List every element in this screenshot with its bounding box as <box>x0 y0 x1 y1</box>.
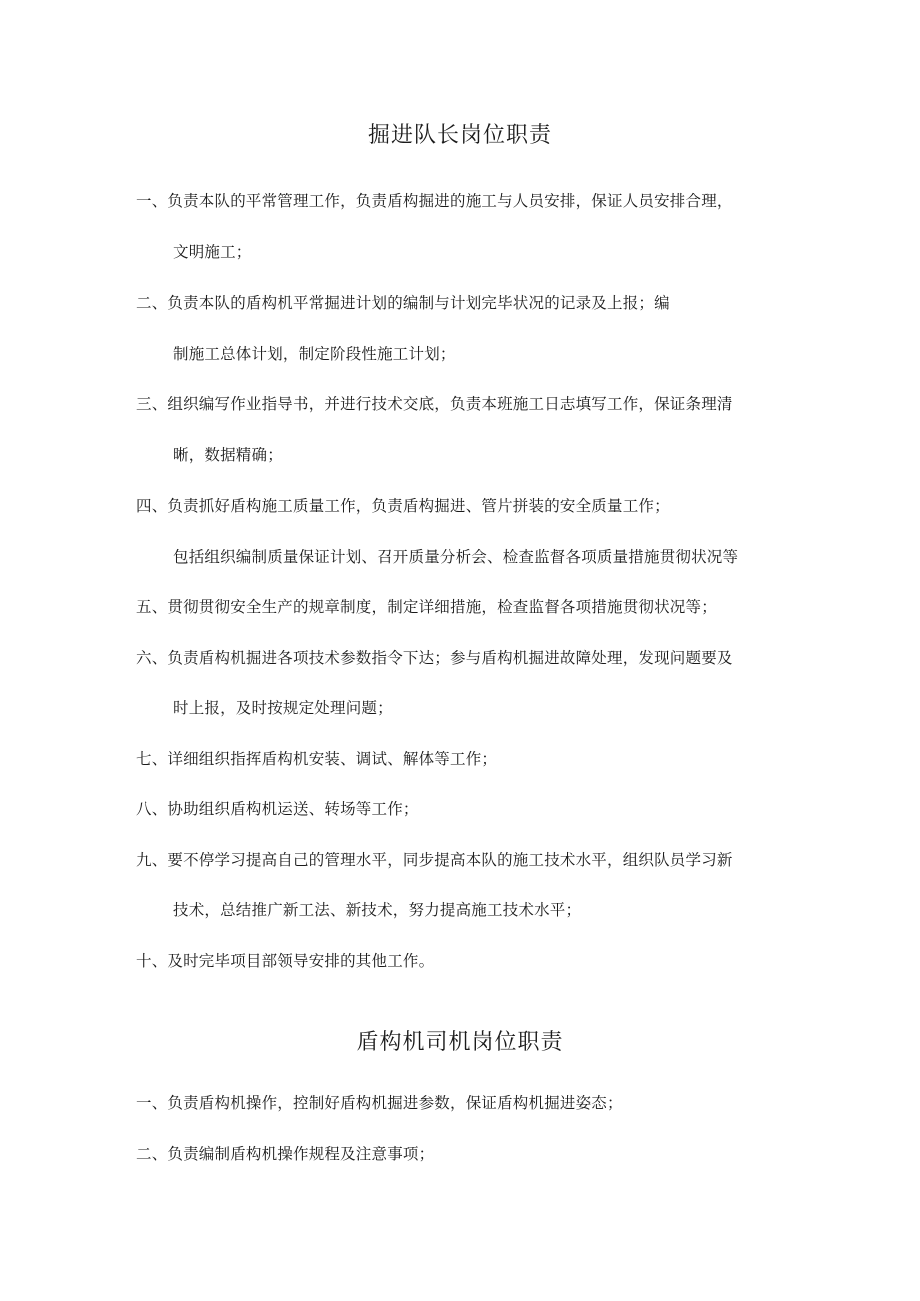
duty-item-3-continued: 晰，数据精确； <box>173 446 283 464</box>
duty-item-8: 八、协助组织盾构机运送、转场等工作； <box>136 800 419 818</box>
duty-item-2: 二、负责编制盾构机操作规程及注意事项； <box>136 1145 435 1163</box>
duty-item-3: 三、组织编写作业指导书，并进行技术交底，负责本班施工日志填写工作，保证条理清 <box>136 395 733 413</box>
duty-item-4-continued: 包括组织编制质量保证计划、召开质量分析会、检查监督各项质量措施贯彻状况等 <box>173 548 739 566</box>
duty-item-4: 四、负责抓好盾构施工质量工作，负责盾构掘进、管片拼装的安全质量工作； <box>136 497 670 515</box>
duty-item-1: 一、负责盾构机操作，控制好盾构机掘进参数，保证盾构机掘进姿态； <box>136 1094 623 1112</box>
duty-item-9-continued: 技术，总结推广新工法、新技术，努力提高施工技术水平； <box>173 901 582 919</box>
duty-item-6: 六、负责盾构机掘进各项技术参数指令下达；参与盾构机掘进故障处理，发现问题要及 <box>136 649 733 667</box>
duty-item-7: 七、详细组织指挥盾构机安装、调试、解体等工作； <box>136 750 498 768</box>
duty-item-1: 一、负责本队的平常管理工作，负责盾构掘进的施工与人员安排，保证人员安排合理， <box>136 192 733 210</box>
duty-item-2-continued: 制施工总体计划，制定阶段性施工计划； <box>173 345 456 363</box>
section-title: 盾构机司机岗位职责 <box>356 1030 564 1055</box>
duty-item-2: 二、负责本队的盾构机平常掘进计划的编制与计划完毕状况的记录及上报；编 <box>136 294 670 312</box>
section-title: 掘进队长岗位职责 <box>367 123 552 148</box>
duty-item-5: 五、贯彻贯彻安全生产的规章制度，制定详细措施，检查监督各项措施贯彻状况等； <box>136 598 717 616</box>
duty-item-9: 九、要不停学习提高自己的管理水平，同步提高本队的施工技术水平，组织队员学习新 <box>136 851 733 869</box>
duty-item-10: 十、及时完毕项目部领导安排的其他工作。 <box>136 952 435 970</box>
duty-item-1-continued: 文明施工； <box>173 243 252 261</box>
duty-item-6-continued: 时上报，及时按规定处理问题； <box>173 699 393 717</box>
